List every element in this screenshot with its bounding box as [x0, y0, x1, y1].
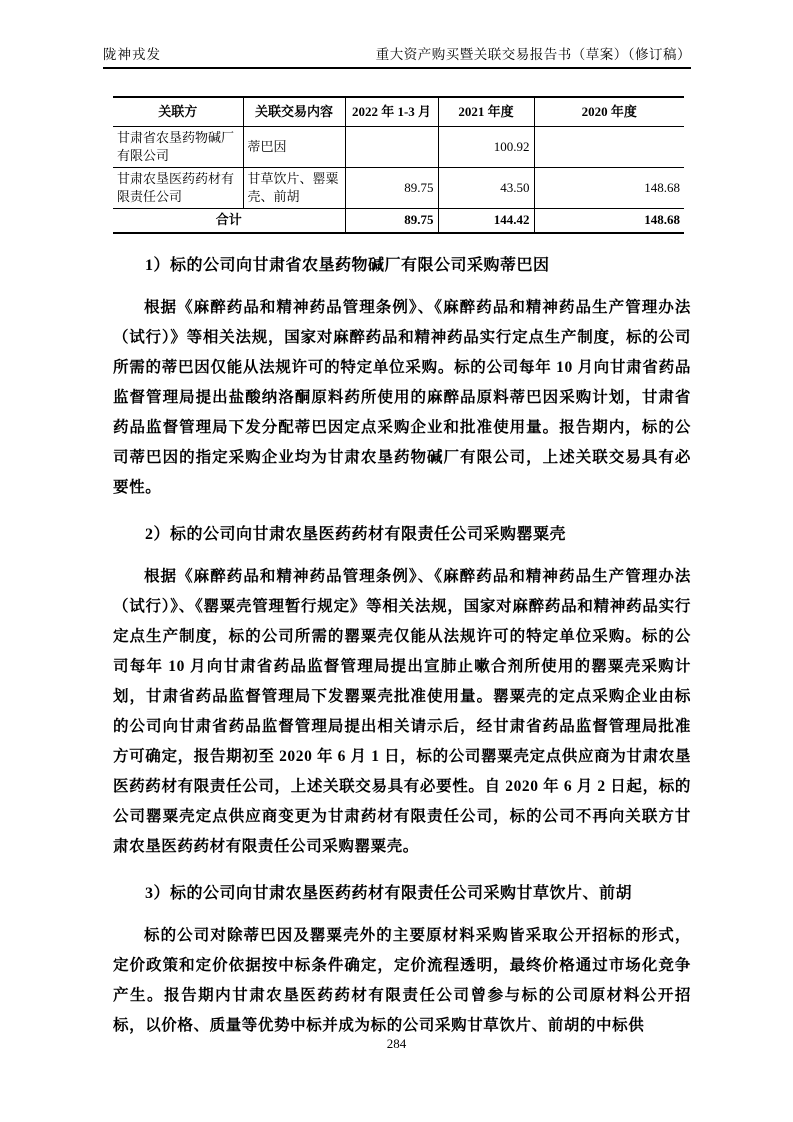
- cell-2021: 100.92: [438, 126, 534, 167]
- section-2-heading: 2）标的公司向甘肃农垦医药药材有限责任公司采购罂粟壳: [145, 526, 567, 543]
- col-header-transaction-content: 关联交易内容: [243, 97, 345, 126]
- page-content: [113, 96, 691, 1041]
- cell-2022: 89.75: [345, 167, 438, 208]
- table-header-row: [113, 97, 684, 126]
- cell-content: 蒂巴因: [243, 126, 345, 167]
- table-total-row: [113, 208, 684, 233]
- cell-party: 甘肃省农垦药物碱厂有限公司: [113, 126, 243, 167]
- section-2: [113, 520, 691, 862]
- col-header-2021: 2021 年度: [438, 97, 534, 126]
- total-2021: 144.42: [438, 208, 534, 233]
- page-header: [103, 47, 691, 69]
- cell-2020: 148.68: [534, 167, 684, 208]
- col-header-2020: 2020 年度: [534, 97, 684, 126]
- page-number: 284: [386, 1036, 407, 1051]
- col-header-related-party: 关联方: [113, 97, 243, 126]
- header-document-title: 重大资产购买暨关联交易报告书（草案）（修订稿）: [375, 47, 691, 62]
- table-row: [113, 126, 684, 167]
- cell-2021: 43.50: [438, 167, 534, 208]
- total-label: 合计: [113, 208, 345, 233]
- col-header-2022: 2022 年 1-3 月: [345, 97, 438, 126]
- header-company-name: 陇神戎发: [103, 47, 161, 62]
- section-3-heading: 3）标的公司向甘肃农垦医药药材有限责任公司采购甘草饮片、前胡: [145, 885, 633, 902]
- related-party-transactions-table: [113, 96, 684, 234]
- total-2020: 148.68: [534, 208, 684, 233]
- cell-2020: [534, 126, 684, 167]
- section-3-paragraph: 标的公司对除蒂巴因及罂粟壳外的主要原材料采购皆采取公开招标的形式，定价政策和定价依据按中标条件确定，定价流程透明，最终价格通过市场化竞争产生。报告期内甘肃农垦医药药材有限责任公司曾参与标的公司原材料公开招标，以价格、质量等优势中标并成为标的公司采购甘草饮片、前胡的中标供: [113, 927, 691, 1034]
- section-3: [113, 879, 691, 1041]
- section-1-paragraph: 根据《麻醉药品和精神药品管理条例》、《麻醉药品和精神药品生产管理办法（试行）》等相关法规，国家对麻醉药品和精神药品实行定点生产制度，标的公司所需的蒂巴因仅能从法规许可的特定单位采购。标的公司每年 10 月向甘肃省药品监督管理局提出盐酸纳洛酮原料药所使用的麻醉品原料蒂巴因采购计划，甘肃省药品监督管理局下发分配蒂巴因定点采购企业和批准使用量。报告期内，标的公司蒂巴因的指定采购企业均为甘肃农垦药物碱厂有限公司，上述关联交易具有必要性。: [113, 299, 691, 496]
- section-2-paragraph: 根据《麻醉药品和精神药品管理条例》、《麻醉药品和精神药品生产管理办法（试行）》、《罂粟壳管理暂行规定》等相关法规，国家对麻醉药品和精神药品实行定点生产制度，标的公司所需的罂粟壳仅能从法规许可的特定单位采购。标的公司每年 10 月向甘肃省药品监督管理局提出宣肺止嗽合剂所使用的罂粟壳采购计划，甘肃省药品监督管理局下发罂粟壳批准使用量。罂粟壳的定点采购企业由标的公司向甘肃省药品监督管理局提出相关请示后，经甘肃省药品监督管理局批准方可确定，报告期初至 2020 年 6 月 1 日，标的公司罂粟壳定点供应商为甘肃农垦医药药材有限责任公司，上述关联交易具有必要性。自 2020 年 6 月 2 日起，标的公司罂粟壳定点供应商变更为甘肃药材有限责任公司，标的公司不再向关联方甘肃农垦医药药材有限责任公司采购罂粟壳。: [113, 568, 691, 855]
- cell-2022: [345, 126, 438, 167]
- total-2022: 89.75: [345, 208, 438, 233]
- cell-party: 甘肃农垦医药药材有限责任公司: [113, 167, 243, 208]
- cell-content: 甘草饮片、罂粟壳、前胡: [243, 167, 345, 208]
- section-1: [113, 251, 691, 503]
- section-1-heading: 1）标的公司向甘肃省农垦药物碱厂有限公司采购蒂巴因: [145, 257, 550, 274]
- table-row: [113, 167, 684, 208]
